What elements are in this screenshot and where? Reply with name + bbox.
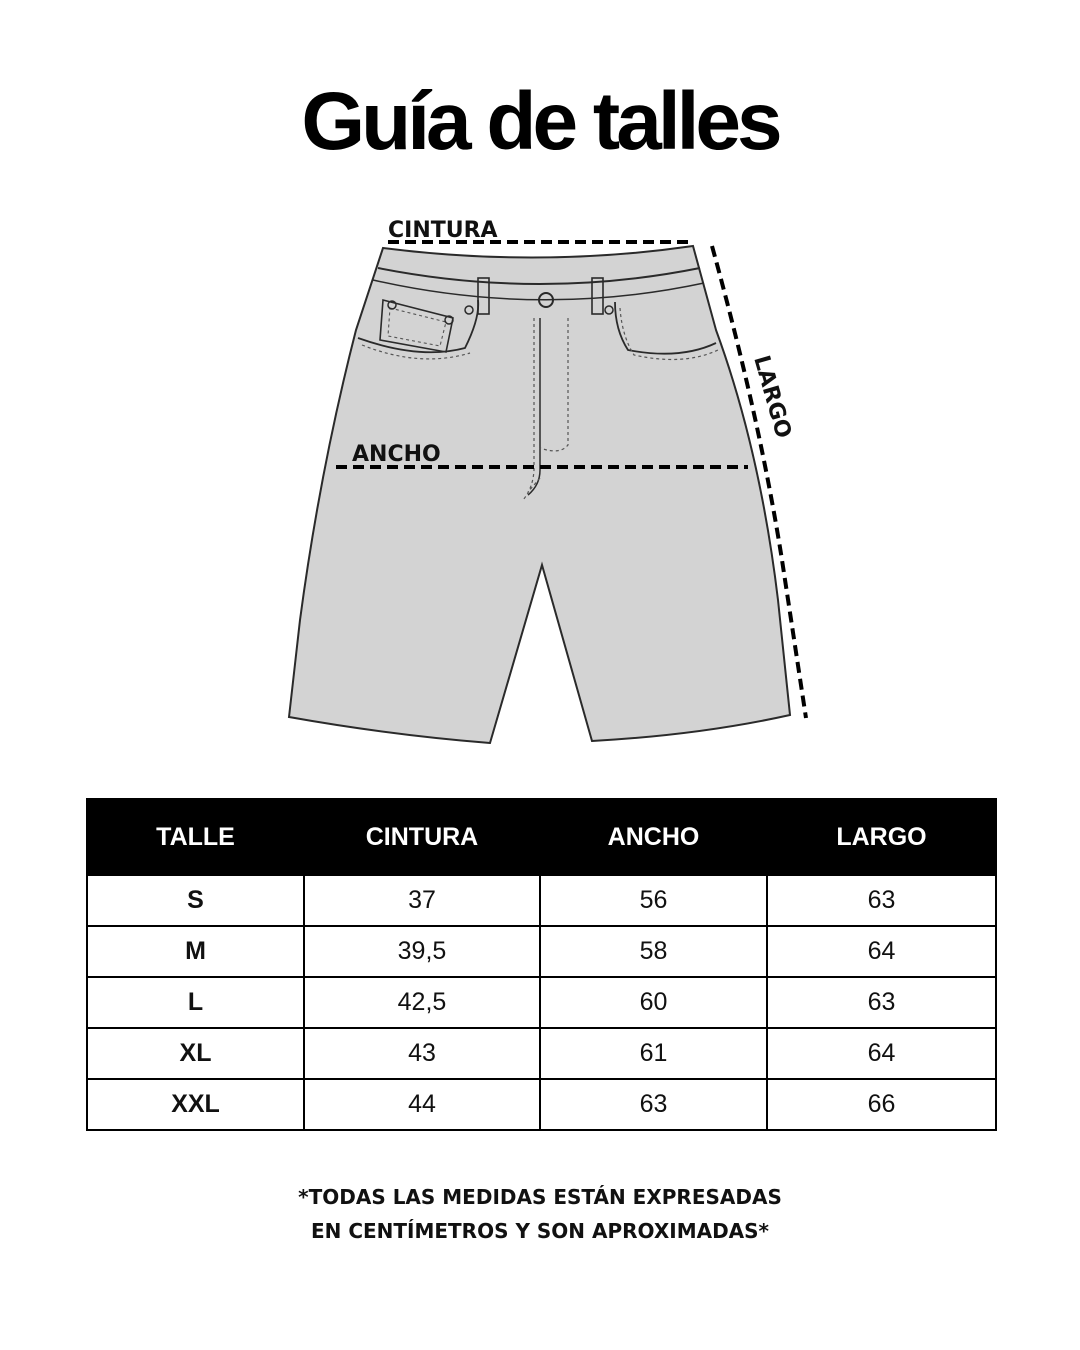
footnote-line-2: EN CENTÍMETROS Y SON APROXIMADAS*	[310, 1219, 770, 1243]
size-cell: M	[87, 926, 304, 977]
table-row	[87, 1028, 996, 1079]
label-largo: LARGO	[748, 352, 796, 442]
header-ancho: ANCHO	[540, 799, 767, 875]
ancho-cell: 63	[540, 1079, 767, 1130]
table-row	[87, 926, 996, 977]
table-row	[87, 875, 996, 926]
page-title: Guía de talles	[301, 76, 779, 167]
ancho-cell: 58	[540, 926, 767, 977]
largo-cell: 63	[767, 875, 996, 926]
table-header-row	[87, 799, 996, 875]
label-cintura: CINTURA	[388, 218, 498, 243]
largo-cell: 64	[767, 1028, 996, 1079]
largo-cell: 63	[767, 977, 996, 1028]
label-ancho: ANCHO	[352, 442, 441, 467]
cintura-cell: 39,5	[304, 926, 540, 977]
cintura-cell: 37	[304, 875, 540, 926]
footnote	[0, 1180, 1080, 1248]
table-row	[87, 1079, 996, 1130]
header-largo: LARGO	[767, 799, 996, 875]
size-cell: S	[87, 875, 304, 926]
largo-cell: 66	[767, 1079, 996, 1130]
footnote-line-1: *TODAS LAS MEDIDAS ESTÁN EXPRESADAS	[298, 1185, 782, 1209]
shorts-illustration	[0, 200, 1080, 760]
size-cell: L	[87, 977, 304, 1028]
cintura-cell: 44	[304, 1079, 540, 1130]
largo-cell: 64	[767, 926, 996, 977]
cintura-cell: 43	[304, 1028, 540, 1079]
header-talle: TALLE	[87, 799, 304, 875]
cintura-cell: 42,5	[304, 977, 540, 1028]
ancho-cell: 60	[540, 977, 767, 1028]
size-cell: XL	[87, 1028, 304, 1079]
header-cintura: CINTURA	[304, 799, 540, 875]
ancho-cell: 61	[540, 1028, 767, 1079]
size-table	[86, 798, 997, 1131]
table-row	[87, 977, 996, 1028]
ancho-cell: 56	[540, 875, 767, 926]
size-cell: XXL	[87, 1079, 304, 1130]
